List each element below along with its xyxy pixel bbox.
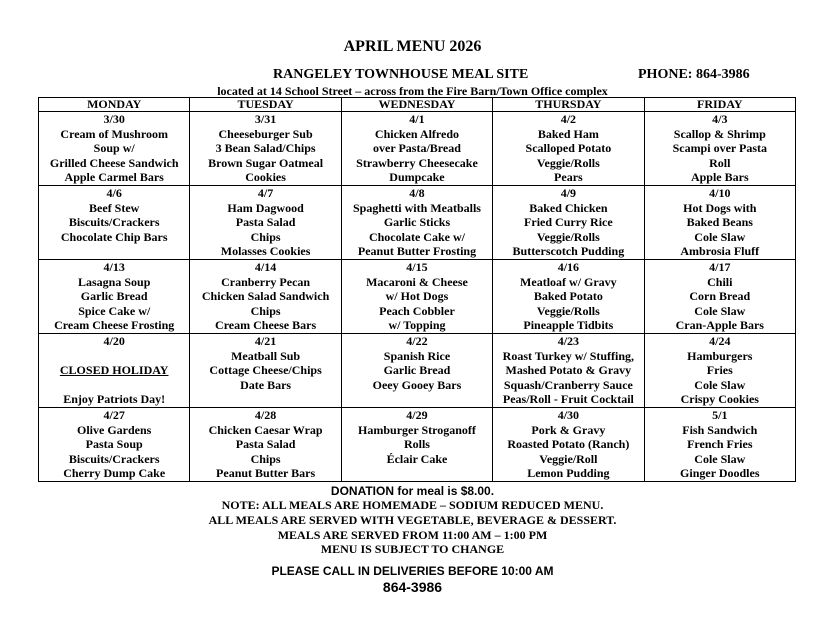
menu-item: Hamburger Stroganoff <box>358 422 476 437</box>
menu-date: 4/27 <box>103 408 125 422</box>
menu-item: Corn Bread <box>689 289 751 304</box>
menu-date: 3/31 <box>254 112 277 126</box>
menu-cell-wednesday <box>341 112 492 186</box>
menu-item: Peanut Butter Frosting <box>357 244 477 259</box>
menu-date: 4/1 <box>409 112 425 126</box>
menu-date: 3/30 <box>103 112 125 126</box>
day-header: MONDAY <box>39 98 190 112</box>
week-row <box>39 112 796 186</box>
week-row <box>39 334 796 408</box>
menu-cell-monday <box>39 334 190 408</box>
menu-item: Mashed Potato & Gravy <box>505 363 632 378</box>
menu-item: w/ Hot Dogs <box>385 289 449 304</box>
menu-cell-friday <box>644 112 795 186</box>
menu-item: Cole Slaw <box>694 377 746 392</box>
menu-item: Pork & Gravy <box>531 422 606 437</box>
menu-cell-tuesday <box>190 112 341 186</box>
menu-item: Crispy Cookies <box>680 392 759 407</box>
menu-cell-wednesday <box>341 408 492 482</box>
week-row <box>39 408 796 482</box>
menu-item: Cranberry Pecan <box>221 274 311 289</box>
menu-cell-friday <box>644 408 795 482</box>
menu-item: Molasses Cookies <box>220 244 311 259</box>
served-with-note: ALL MEALS ARE SERVED WITH VEGETABLE, BEVERAGE & DESSERT. <box>208 513 617 527</box>
menu-item: Beef Stew <box>89 200 140 215</box>
menu-item: Grilled Cheese Sandwich <box>49 155 179 170</box>
menu-item: Cottage Cheese/Chips <box>209 363 322 378</box>
menu-date: 4/10 <box>709 186 731 200</box>
menu-item: Chicken Alfredo <box>374 126 460 141</box>
menu-item: Scampi over Pasta <box>672 141 767 156</box>
menu-item: Fried Curry Rice <box>524 215 613 230</box>
menu-cell-wednesday <box>341 186 492 260</box>
homemade-note: NOTE: ALL MEALS ARE HOMEMADE – SODIUM REDUCED MENU. <box>221 498 604 512</box>
menu-item: Peach Cobbler <box>379 303 455 318</box>
menu-item: Veggie/Roll <box>539 451 598 466</box>
menu-date: 4/13 <box>103 260 125 274</box>
menu-item: Peanut Butter Bars <box>216 466 316 481</box>
menu-item: Lemon Pudding <box>527 466 610 481</box>
day-header: THURSDAY <box>493 98 644 112</box>
donation-note: DONATION for meal is $8.00. <box>330 484 495 498</box>
menu-item: Spice Cake w/ <box>78 303 151 318</box>
menu-date: 4/7 <box>257 186 274 200</box>
menu-date: 4/24 <box>709 334 731 348</box>
day-header: WEDNESDAY <box>341 98 492 112</box>
menu-item: Biscuits/Crackers <box>68 451 160 466</box>
menu-item: Macaroni & Cheese <box>366 274 468 289</box>
menu-item: CLOSED HOLIDAY <box>59 363 169 378</box>
menu-item: Rolls <box>403 437 430 452</box>
menu-item: Pasta Salad <box>235 215 296 230</box>
menu-item: Scalloped Potato <box>525 141 612 156</box>
menu-date: 4/16 <box>557 260 580 274</box>
menu-item: over Pasta/Bread <box>373 141 461 156</box>
menu-item: Roll <box>709 155 731 170</box>
menu-date: 4/17 <box>709 260 731 274</box>
menu-item: Biscuits/Crackers <box>68 215 160 230</box>
deliveries-phone: 864-3986 <box>382 579 443 595</box>
menu-cell-monday <box>39 408 190 482</box>
menu-item: Cookies <box>245 170 286 185</box>
menu-item: Chili <box>707 274 733 289</box>
menu-cell-thursday <box>493 112 644 186</box>
menu-date: 4/15 <box>406 260 428 274</box>
menu-item: Cream Cheese Bars <box>215 318 317 333</box>
menu-item: Chips <box>250 303 281 318</box>
menu-cell-thursday <box>493 260 644 334</box>
menu-date: 4/14 <box>254 260 277 274</box>
menu-item: Cole Slaw <box>694 451 746 466</box>
deliveries-note: PLEASE CALL IN DELIVERIES BEFORE 10:00 AM <box>271 564 554 578</box>
menu-item <box>342 466 492 481</box>
menu-cell-monday <box>39 112 190 186</box>
menu-date: 4/28 <box>254 408 277 422</box>
menu-item: Garlic Sticks <box>383 215 451 230</box>
menu-date: 4/3 <box>712 112 728 126</box>
site-location: located at 14 School Street – across from the Fire Barn/Town Office complex <box>217 84 608 98</box>
menu-cell-friday <box>644 260 795 334</box>
menu-cell-monday <box>39 260 190 334</box>
menu-item <box>190 392 340 407</box>
menu-item: Baked Beans <box>686 215 753 230</box>
menu-cell-wednesday <box>341 260 492 334</box>
menu-item: Strawberry Cheesecake <box>356 155 478 170</box>
menu-date: 4/6 <box>106 186 122 200</box>
menu-date: 5/1 <box>712 408 728 422</box>
menu-item: Olive Gardens <box>77 422 152 437</box>
menu-item: Cole Slaw <box>694 229 746 244</box>
menu-date: 4/8 <box>409 186 425 200</box>
menu-cell-friday <box>644 186 795 260</box>
menu-item: Enjoy Patriots Day! <box>63 392 166 407</box>
menu-cell-wednesday <box>341 334 492 408</box>
menu-item: Baked Potato <box>533 289 603 304</box>
menu-item: Cole Slaw <box>694 303 746 318</box>
menu-item: French Fries <box>687 437 753 452</box>
menu-item: Butterscotch Pudding <box>512 244 625 259</box>
menu-table <box>38 97 796 482</box>
menu-item: Oeey Gooey Bars <box>372 377 462 392</box>
menu-item <box>39 349 189 364</box>
menu-item: Brown Sugar Oatmeal <box>208 155 324 170</box>
menu-item <box>342 392 492 407</box>
menu-item: Date Bars <box>240 377 292 392</box>
menu-date: 4/29 <box>406 408 428 422</box>
menu-item: Peas/Roll - Fruit Cocktail <box>502 392 634 407</box>
menu-item: Pineapple Tidbits <box>523 318 614 333</box>
menu-item: Soup w/ <box>93 141 135 156</box>
week-row <box>39 186 796 260</box>
menu-item <box>39 244 189 259</box>
menu-item <box>39 378 189 393</box>
menu-date: 4/21 <box>254 334 277 348</box>
day-header: FRIDAY <box>644 98 795 112</box>
menu-date: 4/30 <box>557 408 580 422</box>
menu-item: Pasta Salad <box>235 437 296 452</box>
site-phone: PHONE: 864-3986 <box>638 67 750 82</box>
menu-cell-tuesday <box>190 408 341 482</box>
menu-item: Veggie/Rolls <box>536 303 600 318</box>
menu-item: Cran-Apple Bars <box>675 318 764 333</box>
menu-item: Hamburgers <box>687 348 753 363</box>
menu-item: Apple Bars <box>690 170 749 185</box>
menu-date: 4/22 <box>406 334 428 348</box>
menu-item: Cream Cheese Frosting <box>54 318 175 333</box>
day-header: TUESDAY <box>190 98 341 112</box>
menu-item: Ham Dagwood <box>227 200 304 215</box>
menu-item: Spaghetti with Meatballs <box>352 200 481 215</box>
menu-cell-tuesday <box>190 334 341 408</box>
menu-item: Fish Sandwich <box>682 422 758 437</box>
menu-item: Ginger Doodles <box>680 466 760 481</box>
menu-item: Meatloaf w/ Gravy <box>520 274 617 289</box>
menu-item: Veggie/Rolls <box>536 155 600 170</box>
menu-item: Garlic Bread <box>383 363 451 378</box>
menu-date: 4/23 <box>557 334 580 348</box>
subject-to-change-note: MENU IS SUBJECT TO CHANGE <box>320 542 505 556</box>
menu-item: Spanish Rice <box>383 348 451 363</box>
menu-item: Hot Dogs with <box>683 200 757 215</box>
menu-item: Veggie/Rolls <box>536 229 600 244</box>
week-row <box>39 260 796 334</box>
menu-item: Ambrosia Fluff <box>680 244 760 259</box>
menu-item: Éclair Cake <box>386 451 448 466</box>
site-name: RANGELEY TOWNHOUSE MEAL SITE <box>273 67 529 82</box>
menu-item: Baked Ham <box>537 126 599 141</box>
menu-item: Cherry Dump Cake <box>63 466 166 481</box>
menu-cell-tuesday <box>190 260 341 334</box>
menu-item: 3 Bean Salad/Chips <box>215 141 316 156</box>
menu-item: Scallop & Shrimp <box>673 126 766 141</box>
menu-cell-friday <box>644 334 795 408</box>
menu-date: 4/9 <box>560 186 577 200</box>
menu-item: Meatball Sub <box>231 348 301 363</box>
menu-cell-thursday <box>493 408 644 482</box>
menu-item: Roasted Potato (Ranch) <box>507 437 630 452</box>
menu-item: Chicken Caesar Wrap <box>208 422 323 437</box>
menu-cell-tuesday <box>190 186 341 260</box>
menu-item: Chips <box>250 451 281 466</box>
menu-item: Pears <box>554 170 583 185</box>
menu-item: Chips <box>250 229 281 244</box>
menu-cell-thursday <box>493 186 644 260</box>
menu-item: Chicken Salad Sandwich <box>201 289 330 304</box>
menu-item: Lasagna Soup <box>78 274 151 289</box>
menu-date: 4/20 <box>103 334 125 348</box>
menu-item: Dumpcake <box>389 170 445 185</box>
menu-item: Chocolate Chip Bars <box>60 229 168 244</box>
menu-item: Apple Carmel Bars <box>64 170 164 185</box>
menu-item: Chocolate Cake w/ <box>368 229 465 244</box>
menu-cell-monday <box>39 186 190 260</box>
serving-hours-note: MEALS ARE SERVED FROM 11:00 AM – 1:00 PM <box>277 528 548 542</box>
menu-item: Pasta Soup <box>85 437 143 452</box>
menu-cell-thursday <box>493 334 644 408</box>
menu-item: Garlic Bread <box>80 289 148 304</box>
menu-item: Squash/Cranberry Sauce <box>503 377 633 392</box>
menu-title: APRIL MENU 2026 <box>343 38 482 55</box>
menu-item: Roast Turkey w/ Stuffing, <box>502 348 635 363</box>
menu-item: Cheeseburger Sub <box>218 126 313 141</box>
menu-item: Cream of Mushroom <box>60 126 168 141</box>
day-header-row <box>39 98 796 112</box>
menu-item: Fries <box>706 363 733 378</box>
menu-item: Baked Chicken <box>529 200 608 215</box>
menu-date: 4/2 <box>560 112 577 126</box>
menu-item: w/ Topping <box>388 318 446 333</box>
